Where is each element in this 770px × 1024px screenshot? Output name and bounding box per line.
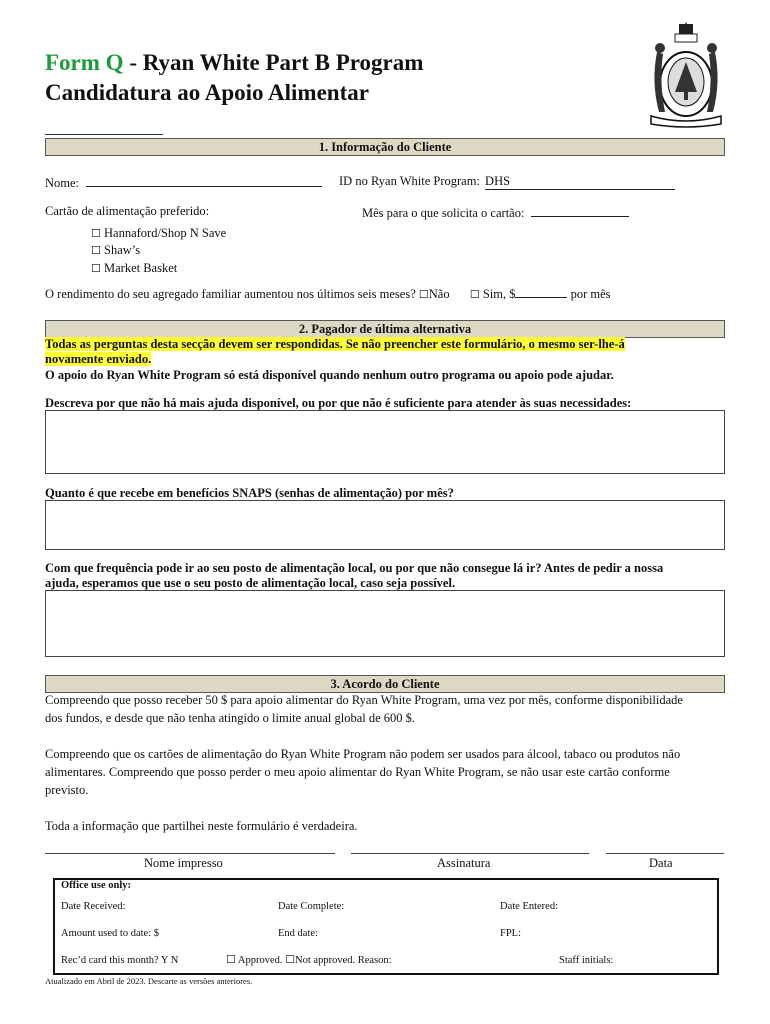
section-2-heading: 2. Pagador de última alternativa: [45, 320, 725, 338]
id-field[interactable]: [485, 174, 675, 190]
id-prefix: DHS: [485, 174, 511, 188]
card-label: Cartão de alimentação preferido:: [45, 204, 210, 218]
section-3-heading: 3. Acordo do Cliente: [45, 675, 725, 693]
end-date-label: End date:: [278, 928, 318, 939]
name-field[interactable]: [86, 174, 322, 187]
section-1-heading: 1. Informação do Cliente: [45, 138, 725, 156]
agreement-2-line-3: previsto.: [45, 783, 89, 797]
question-3-line-2: ajuda, esperamos que use o seu posto de alimentação local, caso seja possível.: [45, 576, 456, 590]
reference-line: [45, 134, 163, 135]
month-field[interactable]: [531, 204, 629, 217]
income-row: [45, 285, 611, 302]
fpl-label: FPL:: [500, 928, 522, 939]
agreement-1-line-2: dos fundos, e desde que não tenha atingido o limite anual global de 600 $.: [45, 711, 416, 725]
form-label: Form Q: [45, 50, 124, 75]
question-3-line-1: Com que frequência pode ir ao seu posto de alimentação local, ou por que não consegue lá ir? Antes de pedir a nossa: [45, 561, 664, 575]
card-option-2[interactable]: [91, 243, 140, 258]
id-row: [339, 174, 675, 190]
income-question: O rendimento do seu agregado familiar aumentou nos últimos seis meses?: [45, 287, 416, 301]
checkbox-icon[interactable]: ☐: [285, 953, 296, 966]
footer-note: Atualizado em Abril de 2023. Descarte as versões anteriores.: [45, 976, 253, 986]
income-no-label: Não: [428, 287, 450, 301]
date-line[interactable]: [606, 853, 724, 854]
state-seal-icon: [645, 22, 727, 130]
answer-box-2[interactable]: [45, 500, 725, 550]
card-option-3[interactable]: [91, 261, 177, 276]
date-received-label: Date Received:: [61, 901, 126, 912]
checkbox-icon[interactable]: ☐: [91, 262, 101, 275]
income-yes-label: Sim, $: [482, 287, 516, 301]
checkbox-icon[interactable]: ☐: [91, 244, 101, 257]
not-approved-label: Not approved. Reason:: [295, 955, 392, 966]
card-option-label: Shaw’s: [104, 243, 141, 257]
printed-name-label: Nome impresso: [144, 856, 223, 870]
warning-line-2: novamente enviado.: [45, 352, 152, 366]
checkbox-icon[interactable]: ☐: [226, 953, 236, 966]
eligibility-note: O apoio do Ryan White Program só está disponível quando nenhum outro programa ou apoio pode ajudar.: [45, 368, 614, 382]
date-complete-label: Date Complete:: [278, 901, 345, 912]
agreement-1-line-1: Compreendo que posso receber 50 $ para apoio alimentar do Ryan White Program, uma vez por mês, conforme disponibilidade: [45, 693, 683, 707]
answer-box-3[interactable]: [45, 590, 725, 657]
agreement-2-line-1: Compreendo que os cartões de alimentação do Ryan White Program não podem ser usados para álcool, tabaco ou produtos não: [45, 747, 681, 761]
checkbox-icon[interactable]: ☐: [91, 227, 101, 240]
warning-line-1: Todas as perguntas desta secção devem ser respondidas. Se não preencher este formulário, o mesmo ser-lhe-á: [45, 337, 625, 351]
month-row: [362, 204, 629, 221]
signature-line[interactable]: [351, 853, 589, 854]
form-title-rest: - Ryan White Part B Program: [123, 50, 424, 75]
approved-label: Approved.: [237, 955, 283, 966]
checkbox-icon[interactable]: ☐: [418, 288, 429, 301]
card-option-1[interactable]: [91, 226, 226, 241]
income-per-label: por mês: [570, 287, 611, 301]
recd-card-label: Rec’d card this month? Y N: [61, 955, 179, 966]
signature-label: Assinatura: [437, 856, 491, 870]
agreement-3: Toda a informação que partilhei neste formulário é verdadeira.: [45, 819, 358, 833]
date-label: Data: [649, 856, 673, 870]
amount-used-label: Amount used to date: $: [61, 928, 159, 939]
answer-box-1[interactable]: [45, 410, 725, 474]
printed-name-line[interactable]: [45, 853, 335, 854]
office-title: Office use only:: [61, 880, 131, 891]
question-2: Quanto é que recebe em benefícios SNAPS (senhas de alimentação) por mês?: [45, 486, 454, 500]
card-option-label: Hannaford/Shop N Save: [104, 226, 227, 240]
question-1: Descreva por que não há mais ajuda disponível, ou por que não é suficiente para atender às suas necessidades:: [45, 396, 632, 410]
card-option-label: Market Basket: [104, 261, 178, 275]
id-label: ID no Ryan White Program:: [339, 174, 480, 188]
approval-row: [226, 953, 392, 966]
form-subtitle: Candidatura ao Apoio Alimentar: [45, 80, 369, 105]
form-title: [45, 50, 423, 76]
name-label: Nome:: [45, 176, 80, 190]
name-row: [45, 174, 322, 191]
staff-initials-label: Staff initials:: [559, 955, 614, 966]
income-amount-field[interactable]: [515, 285, 567, 298]
month-label: Mês para o que solicita o cartão:: [362, 206, 525, 220]
checkbox-icon[interactable]: ☐: [469, 288, 480, 301]
agreement-2-line-2: alimentares. Compreendo que posso perder o meu apoio alimentar do Ryan White Program, se não usar este cartão conforme: [45, 765, 670, 779]
date-entered-label: Date Entered:: [500, 901, 559, 912]
